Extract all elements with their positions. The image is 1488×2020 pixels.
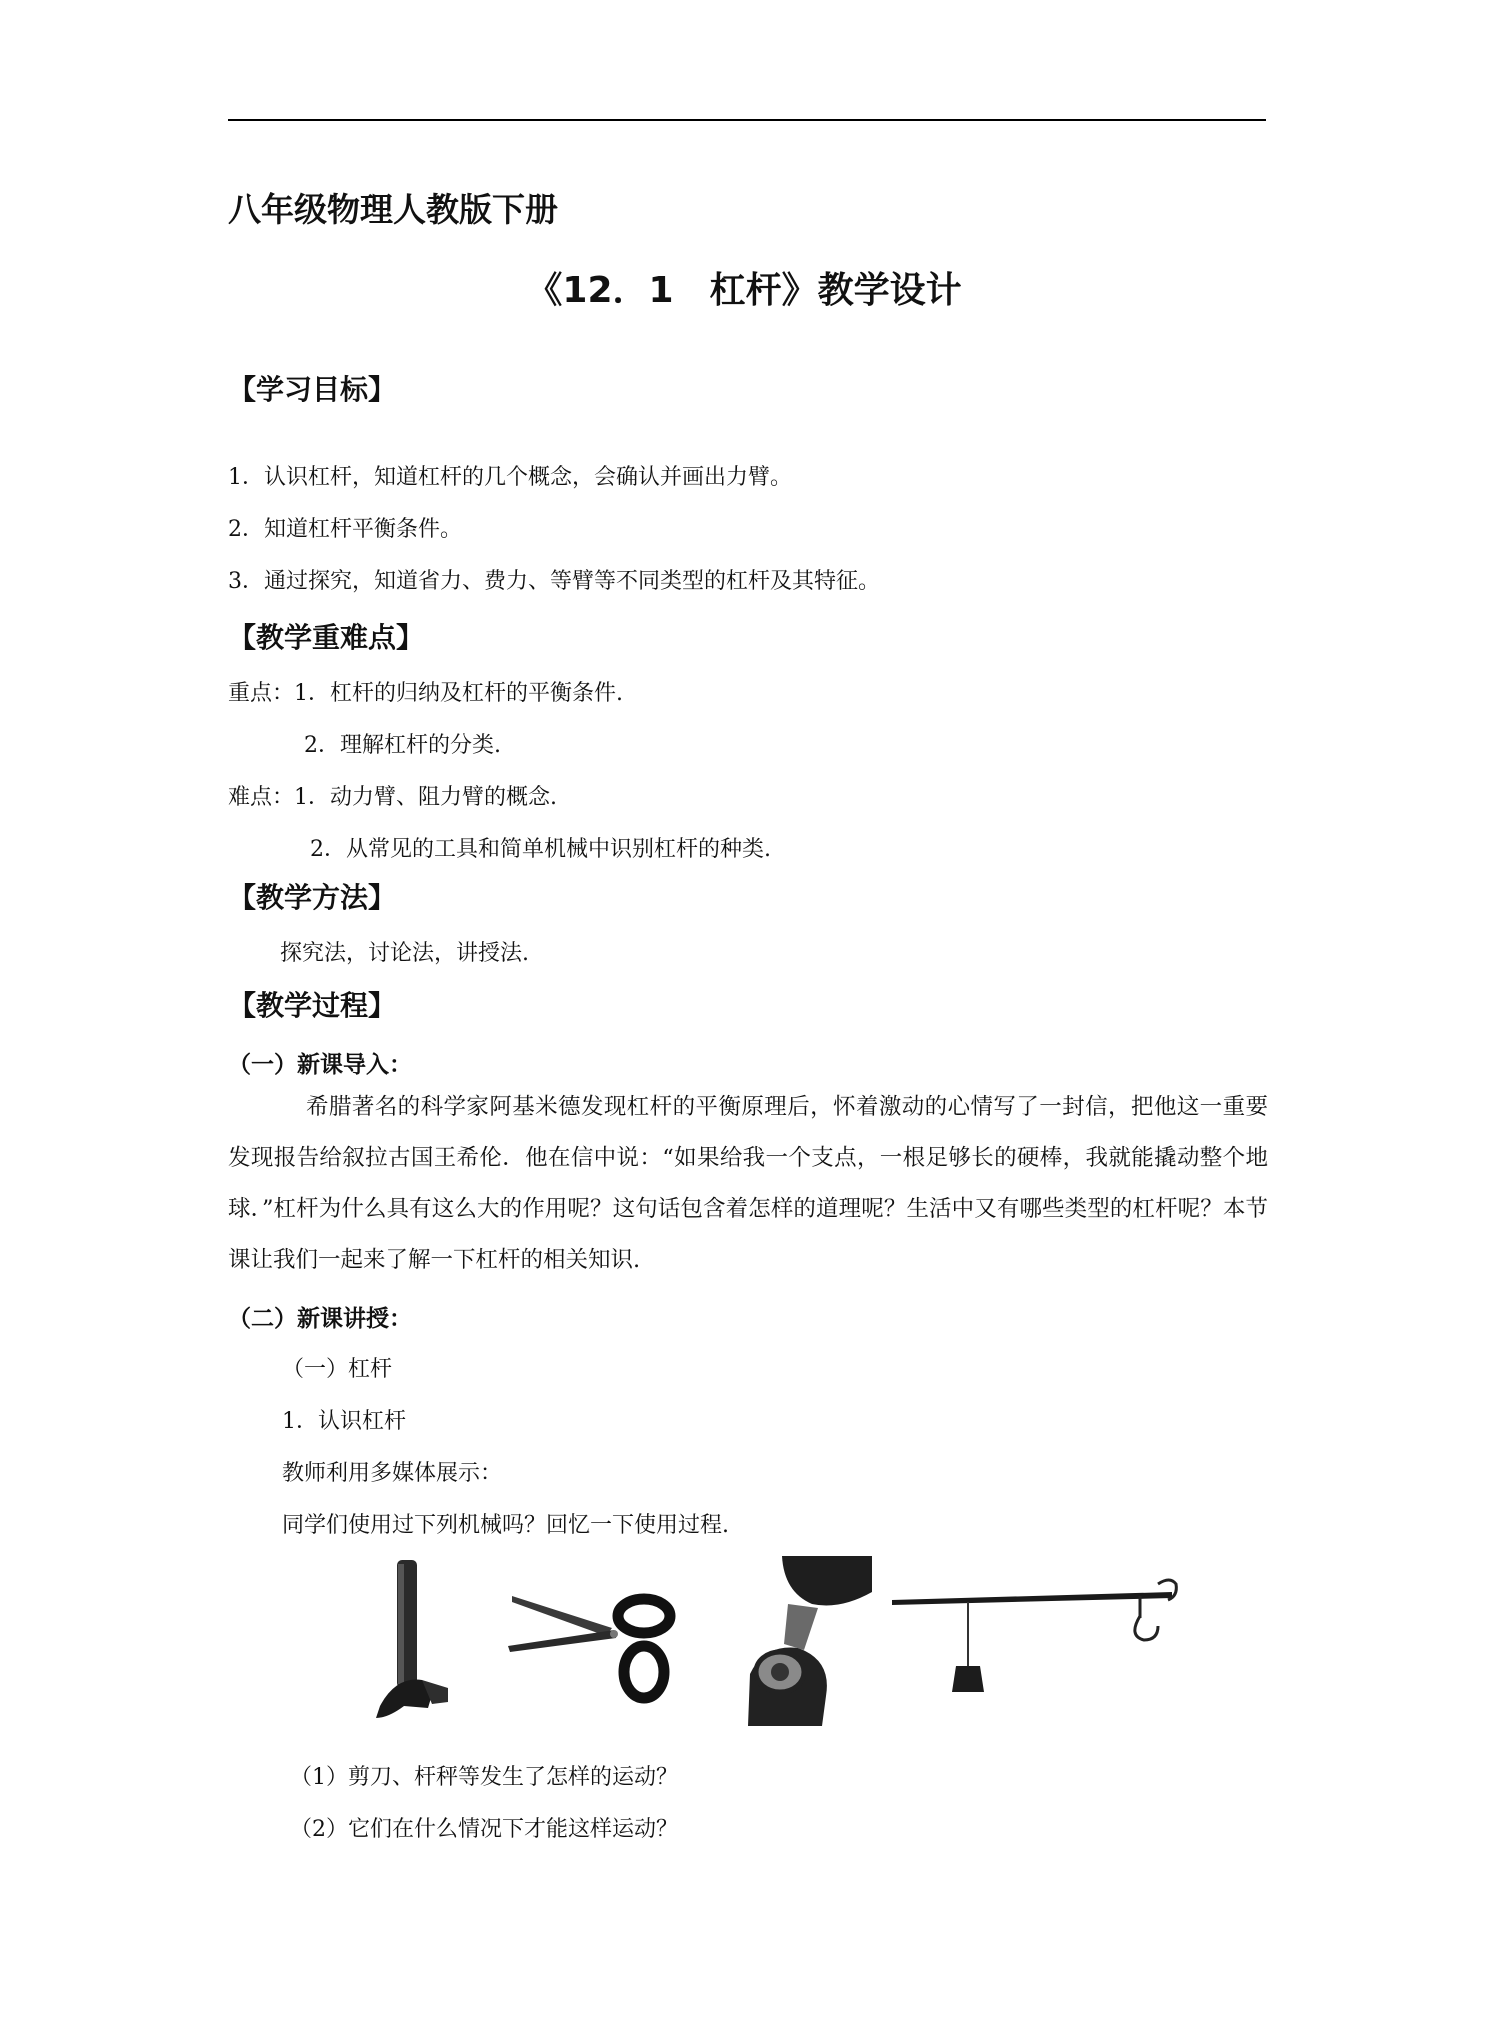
hammer-icon bbox=[376, 1560, 448, 1718]
key-points-heading: 【教学重难点】 bbox=[228, 621, 425, 654]
intro-paragraph: 希腊著名的科学家阿基米德发现杠杆的平衡原理后，怀着激动的心情写了一封信，把他这一重要发现报告给叙拉古国王希伦．他在信中说：“如果给我一个支点，一根足够长的硬棒，我就能撬动整个地球．”杠杆为什么具有这么大的作用呢？这句话包含着怎样的道理呢？生活中又有哪些类型的杠杆呢？本节课让我们一起来了解一下杠杆的相关知识. bbox=[228, 1094, 1268, 1273]
intro-heading: （一）新课导入： bbox=[228, 1052, 412, 1078]
header-rule bbox=[228, 119, 1266, 121]
question-prompt: 同学们使用过下列机械吗？回忆一下使用过程. bbox=[282, 1513, 729, 1538]
question-item: （1）剪刀、杆秤等发生了怎样的运动？ bbox=[290, 1765, 678, 1790]
difficult-point-item: 难点：1．动力臂、阻力臂的概念. bbox=[228, 785, 557, 810]
lecture-heading: （二）新课讲授： bbox=[228, 1306, 412, 1332]
lever-tools-figure bbox=[352, 1556, 1190, 1726]
teacher-note: 教师利用多媒体展示： bbox=[282, 1461, 503, 1486]
objectives-heading: 【学习目标】 bbox=[228, 373, 397, 406]
methods-text: 探究法，讨论法，讲授法. bbox=[280, 941, 529, 966]
objective-item: 3．通过探究，知道省力、费力、等臂等不同类型的杠杆及其特征。 bbox=[228, 569, 880, 594]
objective-item: 1．认识杠杆，知道杠杆的几个概念，会确认并画出力臂。 bbox=[228, 465, 792, 490]
document-subject: 八年级物理人教版下册 bbox=[228, 190, 558, 229]
scissors-icon bbox=[508, 1596, 670, 1698]
key-point-item: 重点：1．杠杆的归纳及杠杆的平衡条件. bbox=[228, 681, 623, 706]
key-point-item: 2．理解杠杆的分类. bbox=[304, 733, 501, 758]
methods-heading: 【教学方法】 bbox=[228, 881, 397, 914]
document-title: 《12．1 杠杆》教学设计 bbox=[526, 270, 962, 311]
difficult-point-item: 2．从常见的工具和简单机械中识别杠杆的种类. bbox=[310, 837, 771, 862]
process-heading: 【教学过程】 bbox=[228, 989, 397, 1022]
steelyard-icon bbox=[892, 1580, 1176, 1692]
objective-item: 2．知道杠杆平衡条件。 bbox=[228, 517, 462, 542]
question-item: （2）它们在什么情况下才能这样运动？ bbox=[290, 1817, 678, 1842]
subsection-lever: （一）杠杆 bbox=[282, 1357, 393, 1382]
nail-clipper-icon bbox=[748, 1556, 872, 1726]
step-recognize-lever: 1．认识杠杆 bbox=[282, 1409, 406, 1434]
